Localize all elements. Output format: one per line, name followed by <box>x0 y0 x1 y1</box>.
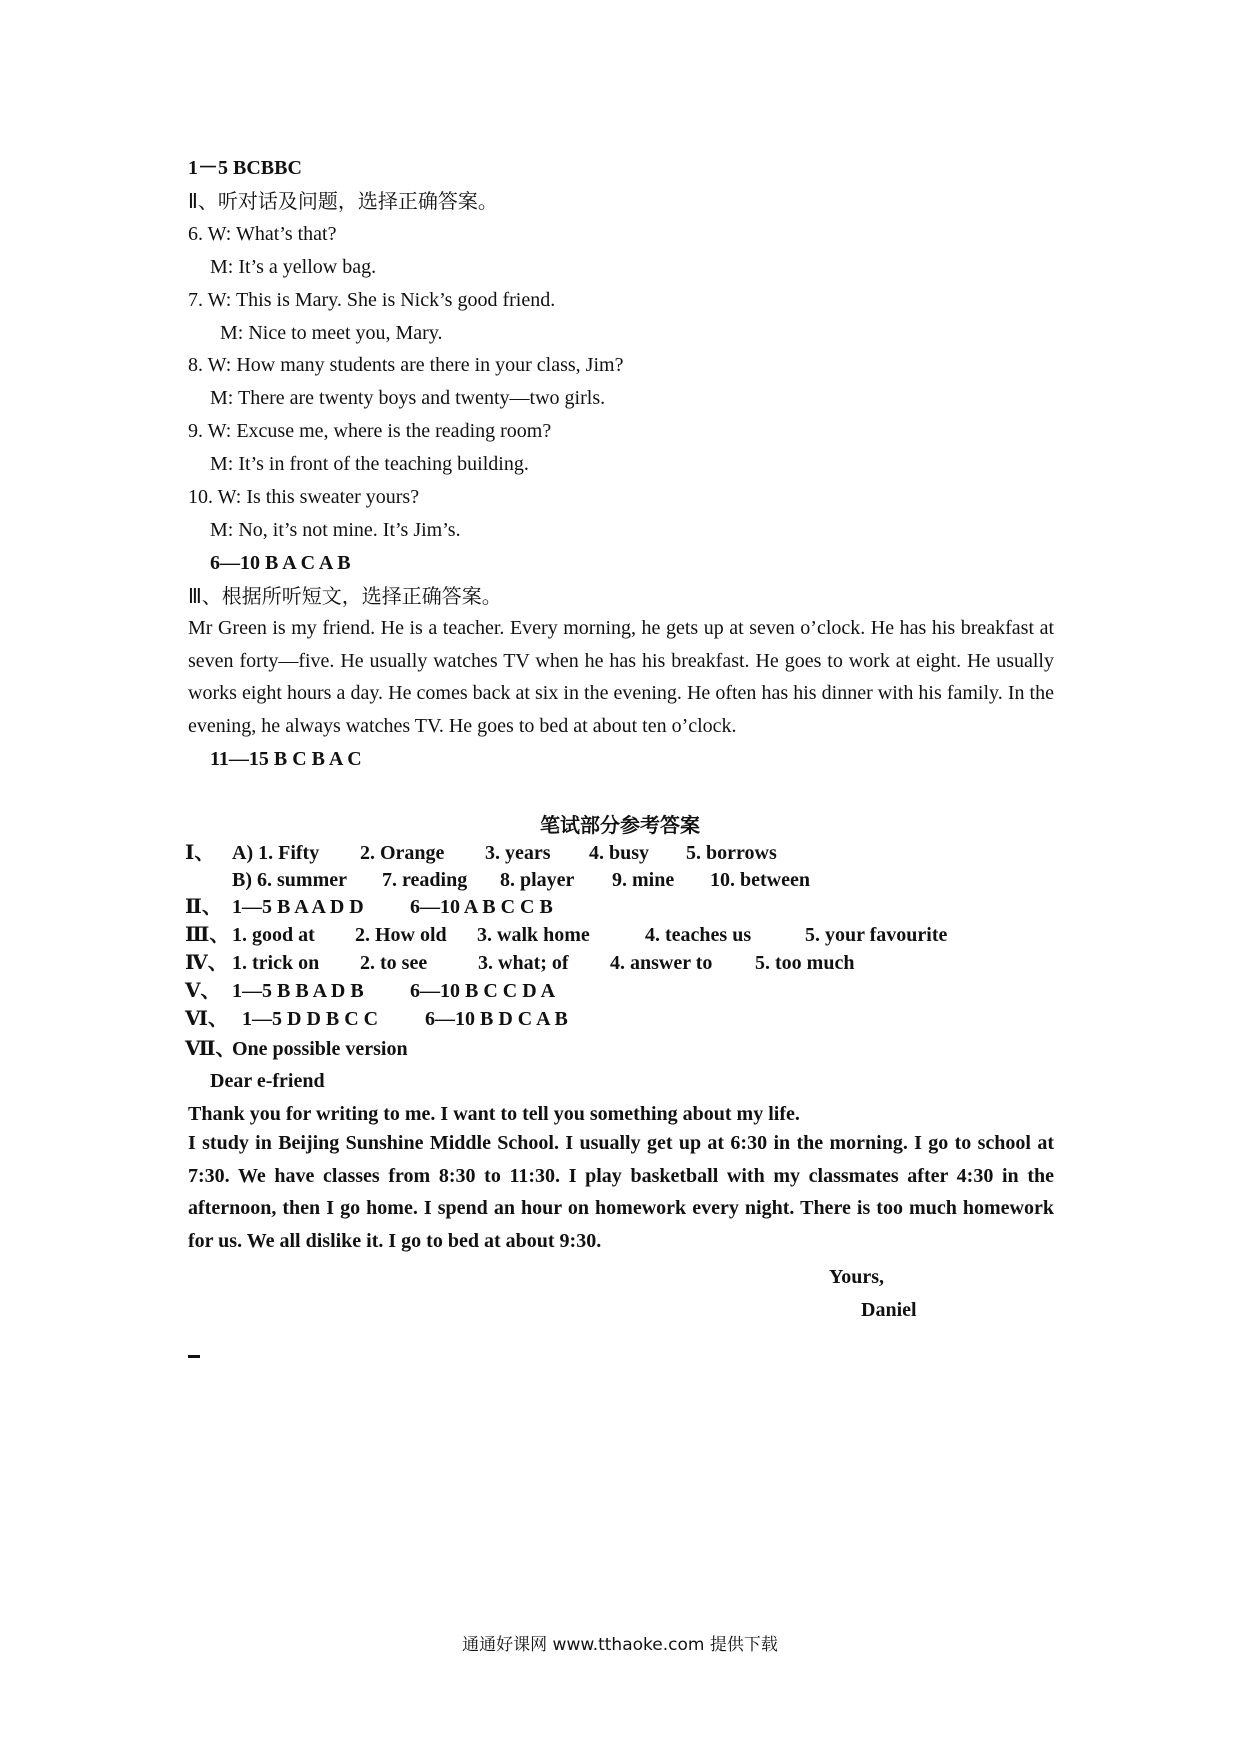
section-5-row <box>185 978 555 1004</box>
section-1-label: Ⅰ、 <box>185 842 215 864</box>
section-1-row-a <box>185 840 777 866</box>
s3-3: 3. walk home <box>477 924 590 946</box>
dialogue-8-m: M: There are twenty boys and twenty—two girls. <box>210 387 606 409</box>
s1-a-3: 3. years <box>485 842 551 864</box>
s3-5: 5. your favourite <box>805 924 948 946</box>
stray-dash-mark <box>188 1355 200 1358</box>
written-section-title: 笔试部分参考答案 <box>540 813 700 837</box>
listening-part2-answers: 6—10 B A C A B <box>210 552 351 574</box>
listening-passage: Mr Green is my friend. He is a teacher. Every morning, he gets up at seven o’clock. He has his breakfast at seven forty—five. He usually watches TV when he has his breakfast. He goes to work at eight. He usually works eight hours a day. He comes back at six in the evening. He often has his dinner with his family. In the evening, he always watches TV. He goes to bed at about ten o’clock. <box>188 617 1054 738</box>
section-3-row <box>185 922 947 948</box>
s5-2: 6—10 B C C D A <box>410 980 556 1002</box>
s1-a-4: 4. busy <box>589 842 650 864</box>
s2-1: 1—5 B A A D D <box>232 896 364 918</box>
s4-1: 1. trick on <box>232 952 320 974</box>
section-7-label: Ⅶ、 <box>185 1038 236 1060</box>
dialogue-10-m: M: No, it’s not mine. It’s Jim’s. <box>210 519 461 541</box>
section-2-row <box>185 894 553 920</box>
s4-2: 2. to see <box>360 952 428 974</box>
s1-b-1: B) 6. summer <box>232 869 347 891</box>
listening-part1-answers: 1－5 BCBBC <box>188 157 302 179</box>
letter-body: I study in Beijing Sunshine Middle School. I usually get up at 6:30 in the morning. I go to school at 7:30. We have classes from 8:30 to 11:30. I play basketball with my classmates after 4:30 in the afternoon, then I go home. I spend an hour on homework every night. There is too much homework for us. We all dislike it. I go to bed at about 9:30. <box>188 1132 1054 1253</box>
s4-4: 4. answer to <box>610 952 713 974</box>
dialogue-6-m: M: It’s a yellow bag. <box>210 256 377 278</box>
s3-4: 4. teaches us <box>645 924 752 946</box>
section-4-label: Ⅳ、 <box>185 952 228 974</box>
dialogue-7-w: 7. W: This is Mary. She is Nick’s good friend. <box>188 289 556 311</box>
s6-2: 6—10 B D C A B <box>425 1008 568 1030</box>
section-6-row <box>185 1006 568 1032</box>
section-2-label: Ⅱ、 <box>185 896 222 918</box>
dialogue-10-w: 10. W: Is this sweater yours? <box>188 486 420 508</box>
s4-5: 5. too much <box>755 952 855 974</box>
section-1-row-b <box>232 867 810 893</box>
section-6-label: Ⅵ、 <box>185 1008 228 1030</box>
dialogue-7-m: M: Nice to meet you, Mary. <box>220 322 443 344</box>
listening-part2-heading: Ⅱ、听对话及问题，选择正确答案。 <box>188 189 498 213</box>
s1-b-4: 9. mine <box>612 869 675 891</box>
s6-1: 1—5 D D B C C <box>242 1008 379 1030</box>
s2-2: 6—10 A B C C B <box>410 896 553 918</box>
s1-a-5: 5. borrows <box>686 842 777 864</box>
s3-1: 1. good at <box>232 924 315 946</box>
letter-closing: Yours, <box>829 1266 885 1288</box>
s1-b-5: 10. between <box>710 869 810 891</box>
s1-a-1: A) 1. Fifty <box>232 842 320 864</box>
section-7-row <box>185 1036 408 1062</box>
page-footer: 通通好课网 www.tthaoke.com 提供下载 <box>462 1635 778 1655</box>
section-3-label: Ⅲ、 <box>185 924 230 946</box>
letter-first-line: Thank you for writing to me. I want to tell you something about my life. <box>188 1103 800 1125</box>
listening-part3-heading: Ⅲ、根据所听短文，选择正确答案。 <box>188 584 502 608</box>
s1-b-2: 7. reading <box>382 869 468 891</box>
s4-3: 3. what; of <box>478 952 569 974</box>
s1-a-2: 2. Orange <box>360 842 445 864</box>
listening-part3-answers: 11—15 B C B A C <box>210 748 362 770</box>
s3-2: 2. How old <box>355 924 447 946</box>
s1-b-3: 8. player <box>500 869 575 891</box>
s5-1: 1—5 B B A D B <box>232 980 364 1002</box>
dialogue-9-m: M: It’s in front of the teaching building. <box>210 453 529 475</box>
dialogue-8-w: 8. W: How many students are there in your class, Jim? <box>188 354 624 376</box>
dialogue-6-w: 6. W: What’s that? <box>188 223 337 245</box>
section-5-label: Ⅴ、 <box>185 980 221 1002</box>
dialogue-9-w: 9. W: Excuse me, where is the reading room? <box>188 420 552 442</box>
letter-greeting: Dear e-friend <box>210 1070 325 1092</box>
section-7-heading: One possible version <box>232 1038 408 1060</box>
letter-signature: Daniel <box>861 1299 917 1321</box>
section-4-row <box>185 950 854 976</box>
